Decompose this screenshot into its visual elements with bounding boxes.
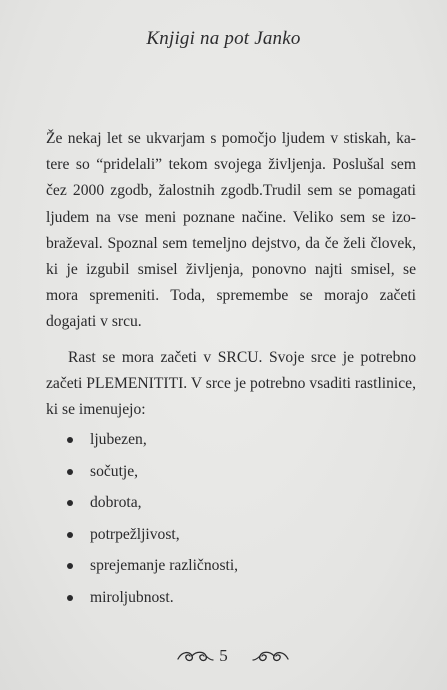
list-item-text: dobrota, (90, 494, 142, 511)
list-item (64, 550, 238, 582)
list-item-text: ljubezen, (90, 431, 147, 448)
list-item-text: miroljubnost. (90, 588, 174, 606)
page-footer (0, 643, 447, 669)
scroll-flourish-icon (252, 647, 290, 665)
bullet-list (64, 424, 238, 613)
paragraph-1: Že nekaj let se ukvarjam s pomočjo ljudem v stiskah, katere so “pridelali” tekom svojega življenja. Poslušal sem čez 2000 zgodb, žalostnih zgodb.Trudil sem se pomagati ljudem na vse meni poznane načine. Veliko sem se izobraževal. Spoznal sem temeljno dejstvo, da če želi človek, ki je izgubil smisel življenja, ponovno najti smisel, se mora spremeniti. Toda, spremembe se morajo začeti dogajati v srcu. (46, 130, 416, 331)
bullet-icon (67, 532, 73, 538)
list-item-text: sočutje, (90, 462, 139, 480)
list-item (64, 487, 238, 519)
bullet-icon (67, 437, 73, 443)
list-item-text: sprejemanje različnosti, (90, 557, 239, 574)
list-item-text: potrpežljivost, (90, 525, 180, 543)
paragraph-2: Rast se mora začeti v SRCU. Svoje srce je potrebno začeti PLEMENITITI. V srce je potrebno vsaditi rastlinice, ki se imenujejo: (46, 349, 416, 419)
page-number: 5 (219, 646, 228, 665)
bullet-icon (67, 500, 73, 506)
bullet-icon (67, 563, 73, 569)
bullet-icon (67, 469, 73, 475)
list-item (64, 456, 238, 488)
list-item (64, 424, 238, 456)
running-head: Knjigi na pot Janko (146, 28, 301, 49)
list-item (64, 519, 238, 551)
list-item (64, 582, 238, 614)
bullet-icon (67, 595, 73, 601)
